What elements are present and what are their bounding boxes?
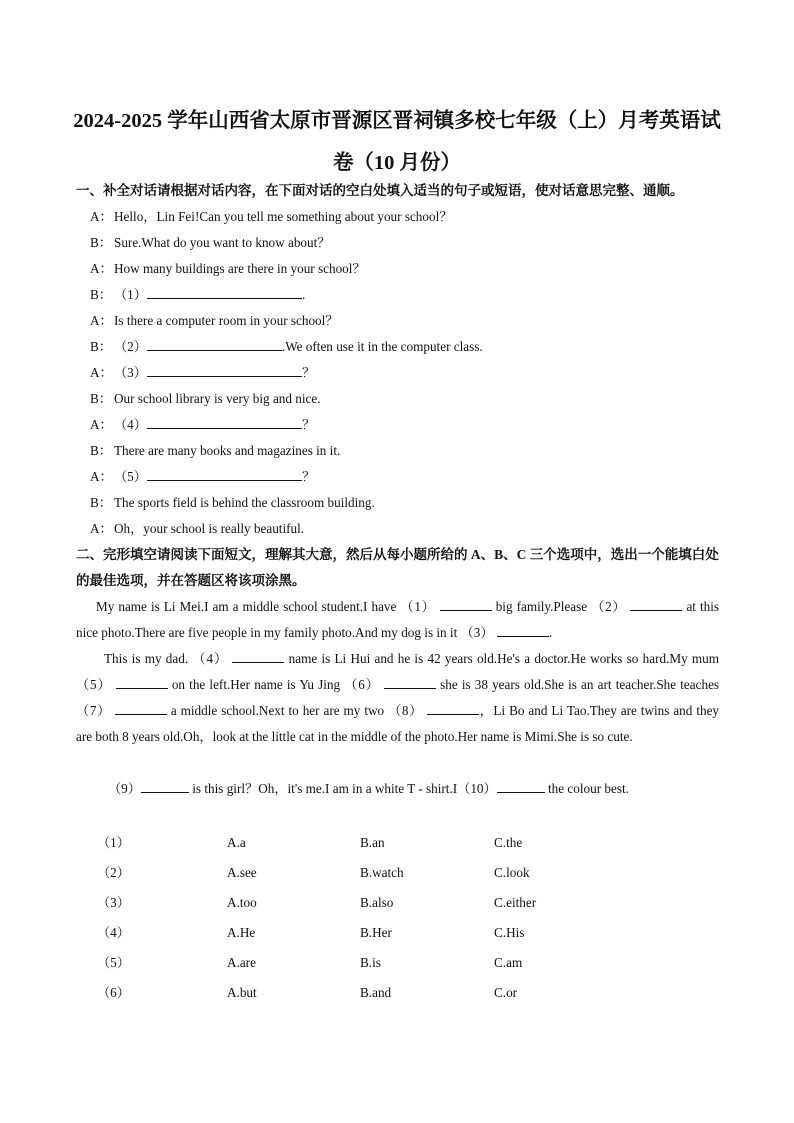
dialogue-text: .We often use it in the computer class.	[281, 339, 483, 354]
passage-text: a middle school.Next to her are my two （8）	[170, 703, 423, 718]
section-1-heading: 一、补全对话请根据对话内容，在下面对话的空白处填入适当的句子或短语，使对话意思完整、通顺。	[76, 183, 684, 198]
dialogue-line	[90, 519, 304, 539]
option-b[interactable]: B.and	[360, 985, 392, 1000]
option-a[interactable]: A.too	[227, 895, 257, 910]
dialogue-line	[90, 285, 305, 305]
dialogue-line	[90, 311, 339, 331]
passage-text: My name is Li Mei.I am a middle school student.I have （1）	[96, 599, 436, 614]
speaker-label: B：	[90, 391, 112, 406]
passage-text: ，Li Bo and Li Tao.They are twins and they are both 8 years old.Oh，look at the little cat in the middle of the photo.Her name is Mimi.She is so cute.	[76, 703, 720, 744]
answer-blank[interactable]	[147, 338, 282, 351]
answer-blank[interactable]	[440, 598, 492, 611]
option-b[interactable]: B.also	[360, 895, 394, 910]
option-b[interactable]: B.an	[360, 835, 385, 850]
dialogue-line	[90, 207, 452, 227]
option-c[interactable]: C.or	[494, 985, 518, 1000]
exam-title-line-1: 2024-2025 学年山西省太原市晋源区晋祠镇多校七年级（上）月考英语试	[73, 110, 721, 132]
answer-blank[interactable]	[147, 286, 302, 299]
speaker-label: B：	[90, 443, 112, 458]
option-c[interactable]: C.am	[494, 955, 523, 970]
answer-blank[interactable]	[630, 598, 682, 611]
section-2-heading: 二、完形填空请阅读下面短文，理解其大意，然后从每小题所给的 A、B、C 三个选项中，选出一个能填白处的最佳选项，并在答题区将该项涂黑。	[76, 547, 719, 588]
passage-text: big family.Please （2）	[495, 599, 627, 614]
passage-text: This is my dad. （4）	[104, 651, 229, 666]
answer-blank[interactable]	[232, 650, 284, 663]
passage-text: the colour best.	[548, 781, 629, 796]
blank-number: （3）	[114, 365, 147, 380]
passage-text: is this girl？Oh，it's me.I am in a white T - shirt.I（10）	[192, 781, 497, 796]
option-c[interactable]: C.look	[494, 865, 530, 880]
question-number: （4）	[97, 925, 130, 940]
option-c[interactable]: C.either	[494, 895, 537, 910]
speaker-label: B：	[90, 235, 112, 250]
dialogue-line	[90, 363, 315, 383]
exam-title-line-2: 卷（10 月份）	[332, 152, 462, 174]
speaker-label: A：	[90, 313, 113, 328]
dialogue-line	[90, 389, 321, 409]
passage-paragraph-1	[76, 594, 719, 646]
option-a[interactable]: A.He	[227, 925, 256, 940]
passage-text: （9）	[108, 781, 141, 796]
speaker-label: A：	[90, 365, 113, 380]
dialogue-text: Hello，Lin Fei!Can you tell me something about your school？	[114, 209, 453, 224]
question-number: （5）	[97, 955, 130, 970]
option-a[interactable]: A.see	[227, 865, 257, 880]
answer-blank[interactable]	[497, 780, 545, 793]
option-c[interactable]: C.the	[494, 835, 523, 850]
speaker-label: A：	[90, 417, 113, 432]
dialogue-text: How many buildings are there in your school？	[114, 261, 366, 276]
passage-text: she is 38 years old.She is an art teacher.She teaches （7）	[76, 677, 720, 718]
answer-blank[interactable]	[115, 702, 167, 715]
dialogue-text: Our school library is very big and nice.	[114, 391, 321, 406]
dialogue-text: ？	[301, 417, 316, 432]
speaker-label: A：	[90, 261, 113, 276]
option-a[interactable]: A.are	[227, 955, 256, 970]
option-c[interactable]: C.His	[494, 925, 525, 940]
passage-text: name is Li Hui and he is 42 years old.He's a doctor.He works so hard.My mum（5）	[76, 651, 720, 692]
question-number: （2）	[97, 865, 130, 880]
dialogue-line	[90, 441, 340, 461]
dialogue-text: Is there a computer room in your school？	[114, 313, 339, 328]
passage-paragraph-3	[76, 776, 719, 802]
answer-blank[interactable]	[497, 624, 549, 637]
passage-text: .	[548, 625, 553, 640]
option-b[interactable]: B.watch	[360, 865, 404, 880]
dialogue-line	[90, 337, 483, 357]
speaker-label: B：	[90, 339, 112, 354]
dialogue-text: ？	[301, 365, 316, 380]
dialogue-line	[90, 259, 366, 279]
speaker-label: A：	[90, 469, 113, 484]
dialogue-line	[90, 415, 315, 435]
blank-number: （2）	[114, 339, 147, 354]
dialogue-line	[90, 467, 315, 487]
dialogue-line	[90, 233, 330, 253]
speaker-label: B：	[90, 287, 112, 302]
question-number: （1）	[97, 835, 130, 850]
speaker-label: A：	[90, 521, 113, 536]
dialogue-text: There are many books and magazines in it.	[114, 443, 341, 458]
question-number: （3）	[97, 895, 130, 910]
passage-text: on the left.Her name is Yu Jing （6）	[171, 677, 380, 692]
answer-blank[interactable]	[384, 676, 436, 689]
speaker-label: A：	[90, 209, 113, 224]
option-b[interactable]: B.is	[360, 955, 381, 970]
answer-blank[interactable]	[147, 364, 302, 377]
question-number: （6）	[97, 985, 130, 1000]
dialogue-text: Oh，your school is really beautiful.	[114, 521, 305, 536]
option-b[interactable]: B.Her	[360, 925, 392, 940]
dialogue-line	[90, 493, 375, 513]
passage-text: at this nice photo.There are five people in my family photo.And my dog is in it （3）	[76, 599, 720, 640]
blank-number: （1）	[114, 287, 147, 302]
dialogue-text: ？	[301, 469, 316, 484]
answer-blank[interactable]	[116, 676, 168, 689]
answer-blank[interactable]	[147, 416, 302, 429]
blank-number: （4）	[114, 417, 147, 432]
blank-number: （5）	[114, 469, 147, 484]
dialogue-text: .	[301, 287, 306, 302]
option-a[interactable]: A.but	[227, 985, 257, 1000]
passage-paragraph-2	[76, 646, 719, 750]
answer-blank[interactable]	[147, 468, 302, 481]
option-a[interactable]: A.a	[227, 835, 246, 850]
dialogue-text: Sure.What do you want to know about？	[114, 235, 331, 250]
dialogue-text: The sports field is behind the classroom building.	[114, 495, 375, 510]
answer-blank[interactable]	[427, 702, 479, 715]
speaker-label: B：	[90, 495, 112, 510]
answer-blank[interactable]	[141, 780, 189, 793]
